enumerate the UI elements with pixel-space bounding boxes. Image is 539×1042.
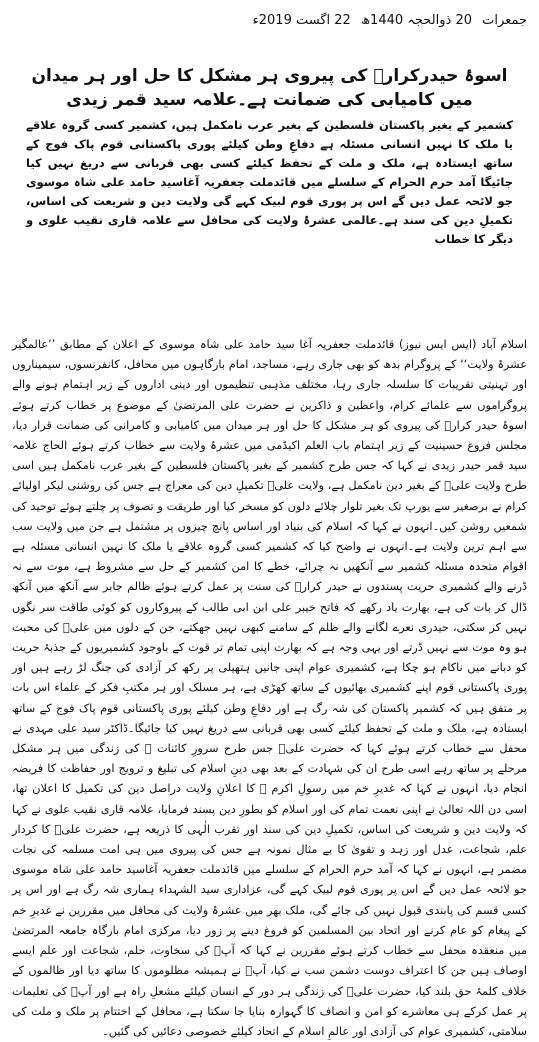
article-body: [12, 335, 527, 1042]
summary-text: کشمیر کے بغیر پاکستان فلسطین کے بغیر عرب نامکمل ہیں، کشمیر کسی گروہ علاقے یا ملک کا نہیں انسانی مسئلہ ہے دفاعِ وطن کیلئے پوری پاکستانی قوم پاک فوج کے ساتھ ایستادہ ہے، ملک و ملت کے تحفظ کیلئے کسی بھی قربانی سے دریغ نہیں کیا جائیگا آمد حرم الحرام کے سلسلے میں قائدملت جعفریہ آغاسید حامد علی شاہ موسوی جو لائحہ عمل دیں گے اس پر پوری قوم لبیک کہے گی ولایت دین و شریعت کی اساس، تکمیلِ دین کی سند ہے۔عالمی عشرۂ ولایت کی محافل سے علامہ قاری نقیب علوی و دیگر کا خطاب: [26, 118, 513, 246]
dateline-hijri-date: 20 ذوالحجہ 1440ھ: [360, 13, 472, 28]
article-headline: اسوۂ حیدرکرارؑ کی پیروی ہر مشکل کا حل اور ہر میدان میں کامیابی کی ضمانت ہے۔علامہ سید قمر زیدی: [31, 66, 508, 110]
dateline-gregorian-date: 22 اگست 2019ء: [252, 13, 351, 28]
dateline: [12, 12, 527, 30]
dateline-day: جمعرات: [482, 13, 527, 28]
article-summary: [26, 116, 513, 249]
body-text: اسلام آباد (ایس ایس نیوز) قائدملت جعفریہ آغا سید حامد علی شاہ موسوی کے اعلان کے مطابق ’’عالمگیر عشرۂ ولایت‘‘ کے پروگرام بدھ کو بھی جاری رہے، مساجد، امام بارگاہوں میں محافل، کانفرنسوں، سیمیناروں اور تہنیتی تقریبات کا سلسلہ جاری رہا، مختلف مذہبی تنظیموں اور دینی اداروں کے زیر اہتمام ہونے والے پروگراموں سے علمائے کرام، واعظین و ذاکرین نے حضرت علی المرتضیٰ کے موضوع پر خطاب کرتے ہوئے اسوۂ حیدر کرارؑ کی پیروی کو ہر مشکل کا حل اور ہر میدان میں کامیابی و کامرانی کی ضمانت قرار دیا، مجلس فروغ حسینیت کے زیر اہتمام باب العلم اکیڈمی میں عشرۂ ولایت سے خطاب کرتے ہوئے الحاج علامہ سید قمر حیدر زیدی نے کہا کہ جس طرح کشمیر کے بغیر پاکستان فلسطین کے بغیر عرب نامکمل ہیں اسی طرح ولایت علیؑ کے بغیر دین نامکمل ہے، ولایت علیؑ تکمیلِ دین کی معراج ہے جس کی روشنی لیکر اولیائے کرام نے برصغیر سے یورپ تک بغیر تلوار چلائے دلوں کو مسخر کیا اور طریقت و تصوف پر چلتے ہوئے توحید کی شمعیں روشن کیں۔انہوں نے کہا کہ اسلام کی بنیاد اور اساس پانچ چیزوں پر مشتمل ہے جن میں ولایت سب سے اہم ترین ولایت ہے۔انہوں نے واضح کیا کہ کشمیر کسی گروہ علاقے یا ملک کا نہیں انسانی مسئلہ ہے اقوام متحدہ مسئلہ کشمیر سے آنکھیں نہ چرائے، خطے کا امن کشمیر کے حل سے مشروط ہے، موت سے نہ ڈرنے والے کشمیری حریت پسندوں نے حیدر کرارؑ کی سنت پر عمل کرتے ہوئے ظالم جابر سے آنکھ میں آنکھ ڈال کر بات کی ہے، بھارت یاد رکھے کہ فاتح خیبر علی ابن ابی طالب کے پیروکاروں کو کوئی طاقت سر نگوں نہیں کر سکتی، حیدری نعرے لگانے والے ظلم کے سامنے کبھی نہیں جھکتے، جن کے دلوں میں علیؑ کی محبت ہو وہ موت سے نہیں ڈرتے اور یہی وجہ ہے کہ بھارت اپنی تمام تر قوت کے باوجود کشمیریوں کے جذبۂ حریت کو دبانے میں ناکام ہو چکا ہے، کشمیری عوام اپنی جانیں ہتھیلی پر رکھ کر آزادی کی جنگ لڑ رہے ہیں اور پوری پاکستانی قوم اپنے کشمیری بھائیوں کے ساتھ کھڑی ہے، ہر مسلک اور ہر مکتبِ فکر کے علماء اس بات پر متفق ہیں کہ کشمیر پاکستان کی شہ رگ ہے اور دفاعِ وطن کیلئے پوری پاکستانی قوم پاک فوج کے ساتھ ایستادہ ہے، ملک و ملت کے تحفظ کیلئے کسی بھی قربانی سے دریغ نہیں کیا جائیگا۔ڈاکٹر سید علی مہدی نے محفل سے خطاب کرتے ہوئے کہا کہ حضرت علیؑ جس طرح سرورِ کائنات ﷺ کی زندگی میں ہر مشکل مرحلے پر ساتھ رہے اسی طرح ان کی شہادت کے بعد بھی دینِ اسلام کی تبلیغ و ترویج اور حفاظت کا فریضہ انجام دیا، انہوں نے کہا کہ غدیرِ خم میں رسولِ اکرم ﷺ کا اعلانِ ولایت دراصل دین کی تکمیل کا اعلان تھا، اسی دن اللہ تعالیٰ نے اپنی نعمت تمام کی اور اسلام کو بطورِ دین پسند فرمایا، علامہ قاری نقیب علوی نے کہا کہ ولایت دین و شریعت کی اساس، تکمیلِ دین کی سند اور تقرب الٰہی کا ذریعہ ہے، حضرت علیؑ کا کردار علم، شجاعت، عدل اور زہد و تقویٰ کا بے مثال نمونہ ہے جس کی پیروی میں ہی امت مسلمہ کی نجات مضمر ہے، انہوں نے کہا کہ آمد حرم الحرام کے سلسلے میں قائدملت جعفریہ آغاسید حامد علی شاہ موسوی جو لائحہ عمل دیں گے اس پر پوری قوم لبیک کہے گی، عزاداری سید الشہداء ہماری شہ رگ ہے اور اس پر کسی قسم کی پابندی قبول نہیں کی جائے گی، ملک بھر میں عشرۂ ولایت کی محافل میں مقررین نے غدیرِ خم کے پیغام کو عام کرنے اور اتحاد بین المسلمین کو فروغ دینے پر زور دیا، مرکزی امام بارگاہ جامعہ المرتضیٰ میں منعقدہ محفل سے خطاب کرتے ہوئے مقررین نے کہا کہ آپؑ کی سخاوت، حلم، شجاعت اور علم ایسے اوصاف ہیں جن کا اعتراف دوست دشمن سب نے کیا، آپؑ نے ہمیشہ مظلوموں کا ساتھ دیا اور ظالموں کے خلاف کلمۂ حق بلند کیا، حضرت علیؑ کی زندگی ہر دور کے انسان کیلئے مشعلِ راہ ہے اور آپؑ کی تعلیمات پر عمل کرکے ہی معاشرے کو امن و انصاف کا گہوارہ بنایا جا سکتا ہے، محافل کے اختتام پر ملک و ملت کی سلامتی، کشمیری عوام کی آزادی اور عالمِ اسلام کے اتحاد کیلئے خصوصی دعائیں کی گئیں۔: [12, 338, 527, 1038]
